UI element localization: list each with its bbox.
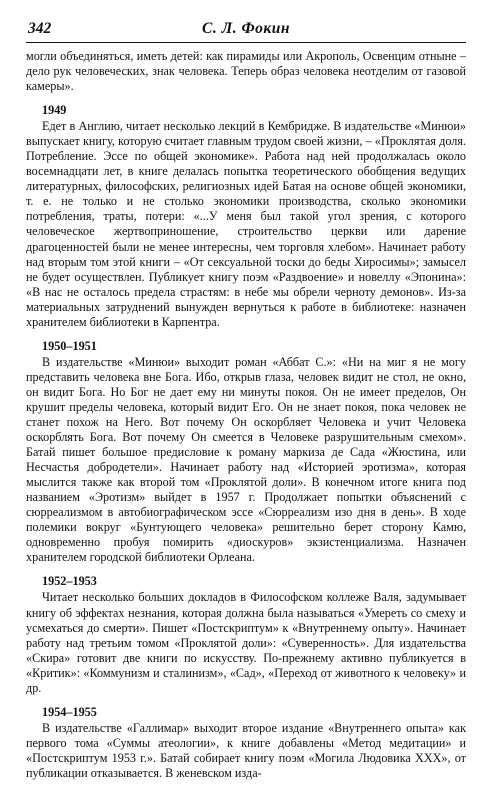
continued-paragraph: могли объединяться, иметь детей: как пирамиды или Акрополь, Освенцим отныне – дело рук человеческих, знак человека. Теперь образ человека неотделим от газовой камеры». [26, 49, 466, 94]
running-head-author: С. Л. Фокин [202, 20, 290, 37]
entry-text: Читает несколько больших докладов в Философском коллеже Валя, задумывает книгу об эффектах незнания, которая должна была называться «Умереть со смеху и усмехаться до смерти». Пишет «Постскриптум» к «Внутреннему опыту». Начинает работу над третьим томом «Проклятой доли»: «Суверенность». Для издательства «Скира» готовит две книги по искусству. По-прежнему активно публикуется в «Критик»: «Коммунизм и сталинизм», «Сад», «Переход от животного к человеку» и др. [26, 590, 466, 695]
entry-text: Едет в Англию, читает несколько лекций в Кембридже. В издательстве «Минюи» выпускает книгу, которую считает главным трудом своей жизни, – «Проклятая доля. Потребление. Эссе по общей экономике». Работа над ней продолжалась около восемнадцати лет, в книге делалась попытка теоретического обобщения ведущих литературных, философских, религиозных идей Батая на основе общей экономики, т. е. не только и не столько экономики производства, сколько экономики потребления, траты, потери: «...У меня был такой угол зрения, с которого человеческое жертвоприношение, строительство церкви или дарение драгоценностей были не менее интересны, чем торговля хлебом». Начинает работу над вторым том этой книги – «От сексуальной тоски до беды Хиросимы»; замысел не будет осуществлен. Публикует книгу поэм «Раздвоение» и новеллу «Эпонина»: «В нас не осталось предела страстям: в небе мы обрели черноту демонов». Из-за материальных затруднений вынужден вернуться к работе в библиотеке: назначен хранителем библиотеки в Карпентра. [26, 119, 466, 329]
year-heading: 1954–1955 [42, 704, 97, 719]
page-body [26, 49, 466, 781]
book-page [26, 18, 466, 781]
year-heading: 1950–1951 [42, 338, 97, 353]
entry-text: В издательстве «Минюи» выходит роман «Аббат С.»: «Ни на миг я не могу представить человека вне Бога. Ибо, открыв глаза, человек видит не стол, не окно, он видит Бога. Но Бог не дает ему ни минуты покоя. Он не имеет пределов, Он крушит пределы человека, который видит Его. Он не знает покоя, пока человек не станет похож на Него. Вот почему Он оскорбляет Человека и учит Человека оскорблять Бога. Вот почему Он смеется в Человеке разрушительным смехом». Батай пишет большое предисловие к роману маркиза де Сада «Жюстина, или Несчастья добродетели». Начинает работу над «Историей эротизма», которая мыслится также как второй том «Проклятой доли». В конечном итоге книга под названием «Эротизм» выйдет в 1957 г. Продолжает попытки объяснений с сюрреализмом в автобиографическом эссе «Сюрреализм изо дня в день». В ходе полемики вокруг «Бунтующего человека» решительно берет сторону Камю, одновременно пробуя помирить «диоскуров» экзистенциализма. Назначен хранителем городской библиотеки Орлеана. [26, 354, 466, 565]
year-heading: 1949 [42, 103, 67, 118]
page-header [26, 18, 466, 43]
year-heading: 1952–1953 [42, 574, 97, 589]
chronology-entry-1952-1953 [26, 574, 466, 695]
chronology-entry-1954-1955 [26, 705, 466, 781]
page-number: 342 [28, 20, 52, 37]
entry-text: В издательстве «Галлимар» выходит второе издание «Внутреннего опыта» как первого тома «Суммы атеологии», к книге добавлены «Метод медитации» и «Постскриптум 1953 г.». Батай собирает книгу поэм «Могила Людовика XXX», от публикации отказывается. В женевском изда- [26, 720, 466, 780]
chronology-entry-1949 [26, 103, 466, 330]
chronology-entry-1950-1951 [26, 339, 466, 566]
